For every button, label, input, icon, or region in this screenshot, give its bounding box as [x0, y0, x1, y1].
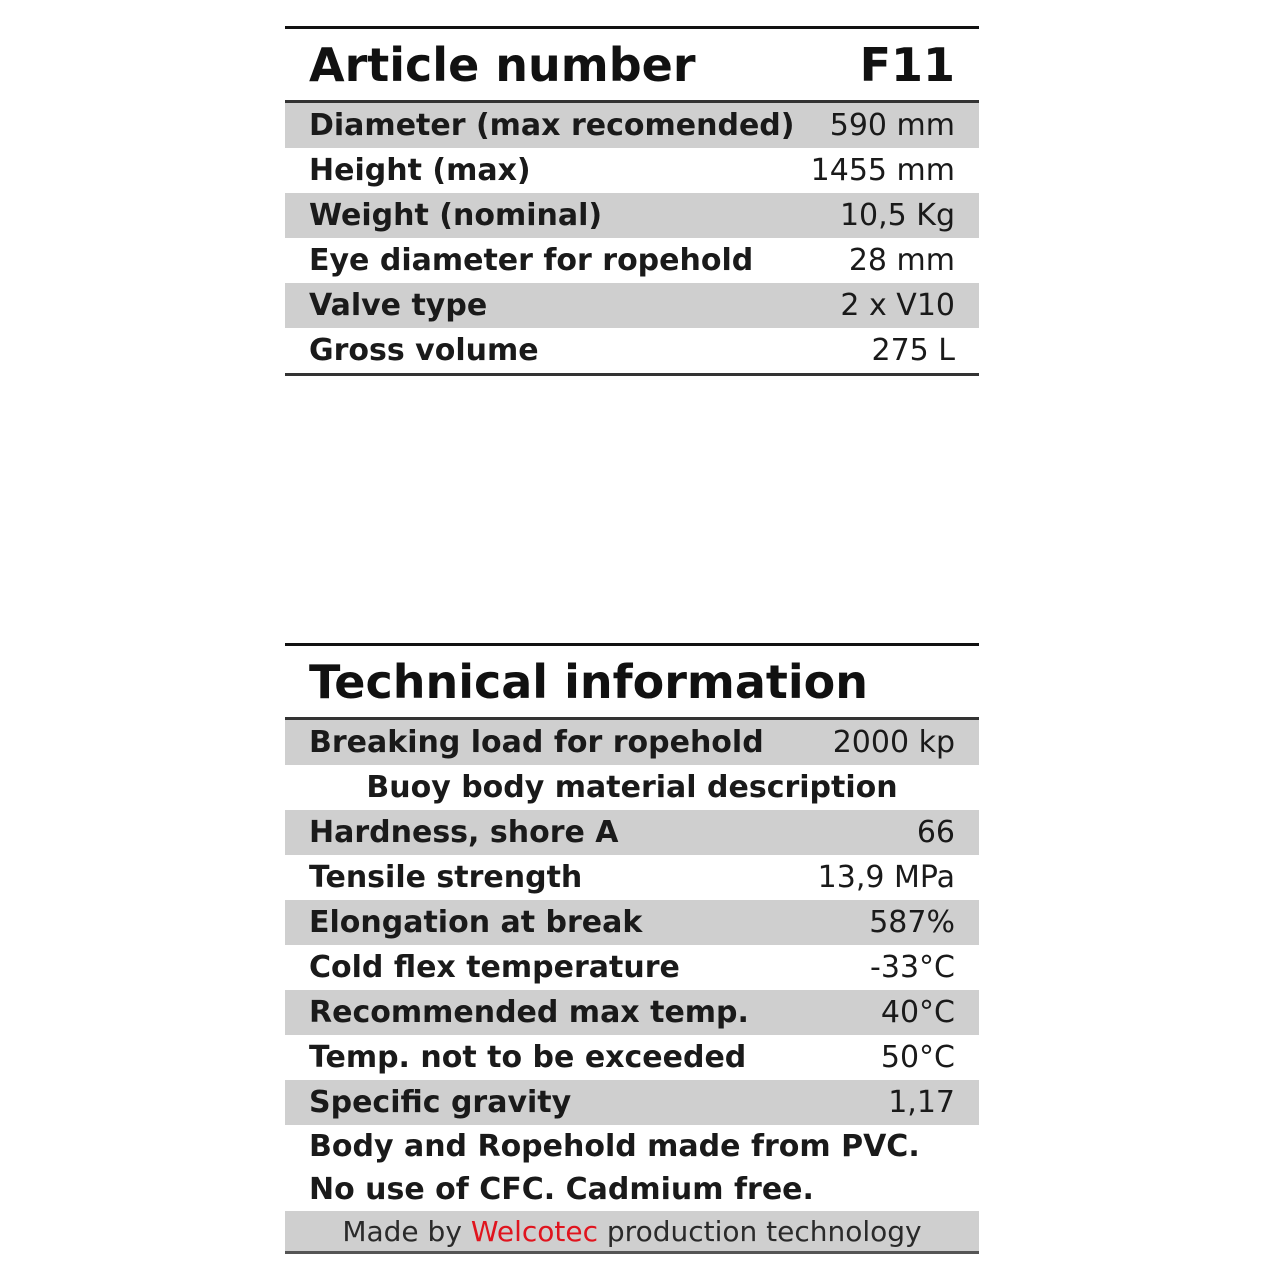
technical-table — [285, 643, 979, 1254]
technical-header — [285, 646, 979, 720]
spec-label: Breaking load for ropehold — [309, 725, 764, 760]
spec-value: 28 mm — [848, 243, 955, 278]
spec-label: Recommended max temp. — [309, 995, 749, 1030]
note-row — [285, 1125, 979, 1168]
spec-label: Hardness, shore A — [309, 815, 619, 850]
bottom-rule — [285, 373, 979, 376]
spec-row-cold-flex — [285, 945, 979, 990]
spec-row-recommended-max-temp — [285, 990, 979, 1035]
article-title: Article number — [309, 37, 696, 92]
spec-label: Gross volume — [309, 333, 539, 368]
spec-label: Height (max) — [309, 153, 531, 188]
spec-row-height — [285, 148, 979, 193]
spec-label: Valve type — [309, 288, 488, 323]
spec-value: 2000 kp — [832, 725, 955, 760]
spec-value: -33°C — [870, 950, 955, 985]
spec-label: Diameter (max recomended) — [309, 108, 795, 143]
spec-row-temp-not-exceeded — [285, 1035, 979, 1080]
spec-label: Weight (nominal) — [309, 198, 603, 233]
material-heading-row — [285, 765, 979, 810]
article-table — [285, 26, 979, 376]
spec-row-valve-type — [285, 283, 979, 328]
spec-row-tensile-strength — [285, 855, 979, 900]
spec-value: 587% — [869, 905, 955, 940]
article-number: F11 — [859, 37, 955, 92]
material-heading: Buoy body material description — [366, 770, 898, 805]
footer-prefix: Made by — [342, 1214, 471, 1248]
spec-value: 10,5 Kg — [839, 198, 955, 233]
spec-row-breaking-load — [285, 720, 979, 765]
material-note: Body and Ropehold made from PVC. — [309, 1129, 920, 1164]
technical-title: Technical information — [309, 654, 868, 709]
spec-row-specific-gravity — [285, 1080, 979, 1125]
spec-value: 40°C — [880, 995, 955, 1030]
spec-row-weight — [285, 193, 979, 238]
spec-value: 1,17 — [888, 1085, 955, 1120]
spec-row-diameter — [285, 103, 979, 148]
spec-label: Cold flex temperature — [309, 950, 680, 985]
brand-name: Welcotec — [470, 1214, 598, 1248]
footer-suffix: production technology — [598, 1214, 922, 1248]
spec-label: Specific gravity — [309, 1085, 572, 1120]
spec-row-gross-volume — [285, 328, 979, 373]
spec-label: Eye diameter for ropehold — [309, 243, 754, 278]
spec-label: Elongation at break — [309, 905, 643, 940]
spec-value: 13,9 MPa — [817, 860, 955, 895]
spec-value: 275 L — [871, 333, 955, 368]
spec-value: 590 mm — [829, 108, 955, 143]
note-row — [285, 1168, 979, 1211]
footer-credit — [285, 1211, 979, 1254]
spec-row-elongation — [285, 900, 979, 945]
spec-value: 2 x V10 — [840, 288, 955, 323]
material-note: No use of CFC. Cadmium free. — [309, 1172, 814, 1207]
spec-value: 50°C — [880, 1040, 955, 1075]
spec-label: Temp. not to be exceeded — [309, 1040, 747, 1075]
article-header — [285, 29, 979, 103]
spec-value: 66 — [916, 815, 955, 850]
spec-label: Tensile strength — [309, 860, 583, 895]
spec-row-hardness — [285, 810, 979, 855]
spec-row-eye-diameter — [285, 238, 979, 283]
spec-value: 1455 mm — [810, 153, 955, 188]
